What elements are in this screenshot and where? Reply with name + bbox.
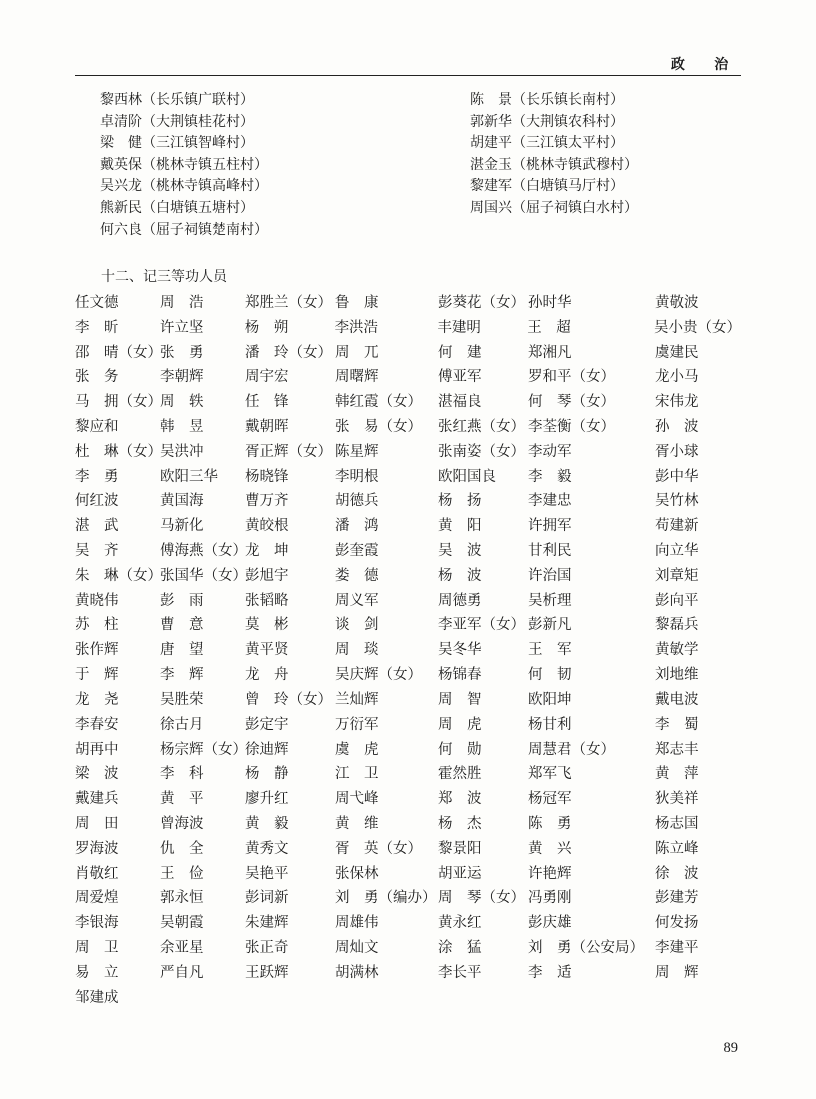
name-cell: 张南姿（女） <box>438 443 525 460</box>
name-cell: 陈立峰 <box>655 840 699 857</box>
name-cell: 涂 猛 <box>438 940 482 957</box>
header-rule <box>75 75 741 76</box>
name-cell: 彭葵花（女） <box>438 294 525 311</box>
name-cell: 鲁 康 <box>335 294 379 311</box>
table-row <box>75 413 741 438</box>
name-cell: 张韬略 <box>245 592 289 609</box>
name-cell: 韩 昱 <box>160 418 204 435</box>
name-cell: 郭永恒 <box>160 890 204 907</box>
name-cell: 黄国海 <box>160 493 204 510</box>
name-cell: 杨锦春 <box>438 667 482 684</box>
name-cell: 曾海波 <box>160 815 204 832</box>
table-row <box>75 339 741 364</box>
name-cell: 杨 静 <box>245 766 289 783</box>
name-cell: 李朝辉 <box>160 369 204 386</box>
village-award-list <box>100 90 741 241</box>
running-head: 政 治 <box>670 58 736 73</box>
name-cell: 苏 柱 <box>75 617 119 634</box>
name-cell: 李明根 <box>335 468 379 485</box>
name-cell: 刘 勇（公安局） <box>528 940 644 957</box>
list-item: 周国兴（屈子祠镇白水村） <box>470 200 638 216</box>
name-cell: 黎磊兵 <box>655 617 699 634</box>
name-cell: 彭词新 <box>245 890 289 907</box>
name-cell: 王 超 <box>527 319 571 336</box>
name-cell: 周宇宏 <box>245 369 289 386</box>
merit-name-grid <box>75 289 741 1009</box>
name-cell: 杨志国 <box>655 815 699 832</box>
name-cell: 傅海燕（女） <box>160 543 247 560</box>
name-cell: 张 务 <box>75 369 119 386</box>
name-cell: 张红燕（女） <box>438 418 525 435</box>
name-cell: 周 琴（女） <box>438 890 525 907</box>
name-cell: 兰灿辉 <box>335 691 379 708</box>
name-cell: 李 昕 <box>75 319 119 336</box>
name-cell: 刘地维 <box>655 667 699 684</box>
name-cell: 彭奎霞 <box>335 543 379 560</box>
table-row <box>75 289 741 314</box>
name-cell: 张 勇 <box>160 344 204 361</box>
name-cell: 韩红霞（女） <box>335 394 422 411</box>
name-cell: 杨宗辉（女） <box>160 741 247 758</box>
name-cell: 余亚星 <box>160 940 204 957</box>
name-cell: 王 俭 <box>160 865 204 882</box>
table-row <box>75 314 741 339</box>
table-row <box>75 810 741 835</box>
name-cell: 吴朝霞 <box>160 915 204 932</box>
name-cell: 黄平贤 <box>245 642 289 659</box>
name-cell: 王跃辉 <box>245 964 289 981</box>
name-cell: 徐古月 <box>160 716 204 733</box>
name-cell: 李洪浩 <box>334 319 379 336</box>
table-row <box>75 363 741 388</box>
name-cell: 湛福良 <box>438 394 482 411</box>
name-cell: 欧阳三华 <box>160 468 218 485</box>
name-cell: 李 辉 <box>160 667 204 684</box>
name-cell: 张作辉 <box>75 642 119 659</box>
name-cell: 刘章矩 <box>655 567 699 584</box>
name-cell: 张保林 <box>335 865 379 882</box>
name-cell: 黄 毅 <box>245 815 289 832</box>
name-cell: 曹万齐 <box>245 493 289 510</box>
name-cell: 胥小球 <box>655 443 699 460</box>
name-cell: 黎应和 <box>75 418 119 435</box>
list-item: 何六良（屈子祠镇楚南村） <box>100 222 268 238</box>
name-cell: 周灿文 <box>335 940 379 957</box>
list-item: 吴兴龙（桃林寺镇高峰村） <box>100 179 268 195</box>
name-cell: 谈 剑 <box>335 617 379 634</box>
name-cell: 李建忠 <box>528 493 572 510</box>
name-cell: 曾 玲（女） <box>245 691 332 708</box>
name-cell: 黄敬波 <box>655 294 699 311</box>
list-item: 陈 景（长乐镇长南村） <box>470 93 624 108</box>
name-cell: 吴 齐 <box>75 543 119 560</box>
list-item: 胡建平（三江镇太平村） <box>470 136 624 152</box>
name-cell: 彭建芳 <box>655 890 699 907</box>
table-row <box>75 885 741 910</box>
name-cell: 杨 波 <box>438 567 482 584</box>
name-cell: 周慧君（女） <box>528 741 615 758</box>
name-cell: 周德勇 <box>438 592 482 609</box>
name-cell: 何 勋 <box>438 741 482 758</box>
name-cell: 李 勇 <box>75 468 119 485</box>
table-row <box>75 661 741 686</box>
name-cell: 龙 尧 <box>75 691 119 708</box>
name-cell: 许拥军 <box>528 518 572 535</box>
name-cell: 万衍军 <box>335 716 379 733</box>
name-cell: 徐 波 <box>655 865 699 882</box>
table-row <box>75 711 741 736</box>
name-cell: 郑湘凡 <box>528 344 572 361</box>
table-row <box>75 686 741 711</box>
name-cell: 李 毅 <box>528 468 572 485</box>
name-cell: 张 易（女） <box>335 418 422 435</box>
name-cell: 于 辉 <box>75 667 119 684</box>
name-cell: 曹 意 <box>160 617 204 634</box>
name-cell: 杨 杰 <box>438 815 482 832</box>
table-row <box>75 463 741 488</box>
name-cell: 何 琴（女） <box>528 394 615 411</box>
list-item: 黎西林（长乐镇广联村） <box>100 93 254 108</box>
name-cell: 丰建明 <box>437 319 481 336</box>
name-cell: 李银海 <box>75 915 119 932</box>
name-cell: 吴艳平 <box>245 865 289 882</box>
name-cell: 李 蜀 <box>655 716 699 733</box>
name-cell: 狄美祥 <box>655 791 699 808</box>
name-cell: 彭中华 <box>655 468 699 485</box>
name-cell: 马 拥（女） <box>75 394 162 411</box>
name-cell: 吴析理 <box>528 592 572 609</box>
name-cell: 戴电波 <box>655 691 699 708</box>
name-cell: 黄 兴 <box>528 840 572 857</box>
name-cell: 江 卫 <box>335 766 379 783</box>
table-row <box>75 562 741 587</box>
name-cell: 吴小贵（女） <box>654 319 742 336</box>
name-cell: 甘利民 <box>528 543 572 560</box>
name-cell: 何红波 <box>75 493 119 510</box>
name-cell: 彭新凡 <box>528 617 572 634</box>
page-number: 89 <box>723 1040 738 1056</box>
name-cell: 霍然胜 <box>438 766 482 783</box>
name-cell: 娄 德 <box>335 567 379 584</box>
name-cell: 周雄伟 <box>335 915 379 932</box>
name-cell: 李荃衡（女） <box>528 418 615 435</box>
name-cell: 周 虎 <box>438 716 482 733</box>
list-item: 戴英保（桃林寺镇五柱村） <box>100 157 268 173</box>
list-item: 梁 健（三江镇智峰村） <box>100 136 254 152</box>
name-cell: 朱 琳（女） <box>75 567 162 584</box>
name-cell: 张国华（女） <box>160 567 247 584</box>
name-cell: 潘 鸿 <box>335 518 379 535</box>
name-cell: 吴胜荣 <box>160 691 204 708</box>
name-cell: 胡德兵 <box>335 493 379 510</box>
name-cell: 易 立 <box>75 964 119 981</box>
name-cell: 潘 玲（女） <box>245 344 332 361</box>
name-cell: 彭庆雄 <box>528 915 572 932</box>
name-cell: 刘 勇（编办） <box>335 890 437 907</box>
table-row <box>75 860 741 885</box>
name-cell: 黄 萍 <box>655 766 699 783</box>
list-item: 熊新民（白塘镇五塘村） <box>100 200 254 216</box>
name-cell: 何发扬 <box>655 915 699 932</box>
village-award-left-column <box>100 90 470 241</box>
name-cell: 冯勇刚 <box>528 890 572 907</box>
name-cell: 李建平 <box>655 940 699 957</box>
name-cell: 李动军 <box>528 443 572 460</box>
name-cell: 周 辉 <box>655 964 699 981</box>
name-cell: 杨 朔 <box>244 319 289 336</box>
name-cell: 廖升红 <box>245 791 289 808</box>
table-row <box>75 909 741 934</box>
name-cell: 龙小马 <box>655 369 699 386</box>
name-cell: 周义军 <box>335 592 379 609</box>
name-cell: 李 科 <box>160 766 204 783</box>
name-cell: 马新化 <box>160 518 204 535</box>
name-cell: 李亚军（女） <box>438 617 525 634</box>
list-item: 湛金玉（桃林寺镇武穆村） <box>470 157 638 173</box>
name-cell: 何 建 <box>438 344 482 361</box>
name-cell: 黄敏学 <box>655 642 699 659</box>
name-cell: 许艳辉 <box>528 865 572 882</box>
name-cell: 欧阳坤 <box>528 691 572 708</box>
name-cell: 王 军 <box>528 642 572 659</box>
name-cell: 周弋峰 <box>335 791 379 808</box>
name-cell: 孙时华 <box>528 294 572 311</box>
name-cell: 吴庆辉（女） <box>335 667 422 684</box>
name-cell: 黄秀文 <box>245 840 289 857</box>
name-cell: 彭定宇 <box>245 716 289 733</box>
name-cell: 陈 勇 <box>528 815 572 832</box>
name-cell: 向立华 <box>655 543 699 560</box>
name-cell: 吴冬华 <box>438 642 482 659</box>
name-cell: 周 琰 <box>335 642 379 659</box>
table-row <box>75 488 741 513</box>
name-cell: 杨冠军 <box>528 791 572 808</box>
name-cell: 胥正辉（女） <box>245 443 332 460</box>
name-cell: 张正奇 <box>245 940 289 957</box>
name-cell: 许立坚 <box>159 319 204 336</box>
table-row <box>75 835 741 860</box>
list-item: 郭新华（大荆镇农科村） <box>470 114 624 130</box>
name-cell: 黄 阳 <box>438 518 482 535</box>
table-row <box>75 587 741 612</box>
name-cell: 周 卫 <box>75 940 119 957</box>
name-cell: 周 田 <box>75 815 119 832</box>
name-cell: 郑 波 <box>438 791 482 808</box>
name-cell: 吴竹林 <box>655 493 699 510</box>
name-cell: 周 智 <box>438 691 482 708</box>
name-cell: 黎景阳 <box>438 840 482 857</box>
name-cell: 黄永红 <box>438 915 482 932</box>
name-cell: 黄晓伟 <box>75 592 119 609</box>
name-cell: 朱建辉 <box>245 915 289 932</box>
table-row <box>75 612 741 637</box>
name-cell: 彭 雨 <box>160 592 204 609</box>
name-cell: 吴洪冲 <box>160 443 204 460</box>
table-row <box>75 959 741 984</box>
name-cell: 何 韧 <box>528 667 572 684</box>
name-cell: 李春安 <box>75 716 119 733</box>
name-cell: 黄 维 <box>335 815 379 832</box>
name-cell: 郑志丰 <box>655 741 699 758</box>
name-cell: 陈星辉 <box>335 443 379 460</box>
name-cell: 苟建新 <box>655 518 699 535</box>
name-cell: 许治国 <box>528 567 572 584</box>
table-row <box>75 736 741 761</box>
name-cell: 罗和平（女） <box>528 369 615 386</box>
name-cell: 任文德 <box>75 294 119 311</box>
table-row <box>75 934 741 959</box>
name-cell: 周 兀 <box>335 344 379 361</box>
table-row <box>75 512 741 537</box>
name-cell: 彭向平 <box>655 592 699 609</box>
name-cell: 肖敬红 <box>75 865 119 882</box>
name-cell: 龙 坤 <box>245 543 289 560</box>
name-cell: 欧阳国良 <box>438 468 496 485</box>
name-cell: 胡满林 <box>335 964 379 981</box>
name-cell: 虞 虎 <box>335 741 379 758</box>
name-cell: 杨甘利 <box>528 716 572 733</box>
name-cell: 胡再中 <box>75 741 119 758</box>
list-item: 卓清阶（大荆镇桂花村） <box>100 114 254 130</box>
name-cell: 任 锋 <box>245 394 289 411</box>
name-cell: 仇 全 <box>160 840 204 857</box>
name-cell: 傅亚军 <box>438 369 482 386</box>
name-cell: 胡亚运 <box>438 865 482 882</box>
name-cell: 彭旭宇 <box>245 567 289 584</box>
name-cell: 李 适 <box>528 964 572 981</box>
table-row <box>75 537 741 562</box>
name-cell: 孙 波 <box>655 418 699 435</box>
name-cell: 唐 望 <box>160 642 204 659</box>
table-row <box>75 984 741 1009</box>
list-item: 黎建军（白塘镇马厅村） <box>470 179 624 195</box>
name-cell: 龙 舟 <box>245 667 289 684</box>
name-cell: 周 轶 <box>160 394 204 411</box>
table-row <box>75 636 741 661</box>
name-cell: 郑军飞 <box>528 766 572 783</box>
name-cell: 邵 晴（女） <box>75 344 162 361</box>
table-row <box>75 785 741 810</box>
name-cell: 湛 武 <box>75 518 119 535</box>
name-cell: 胥 英（女） <box>335 840 422 857</box>
name-cell: 杜 琳（女） <box>75 443 162 460</box>
section-heading: 十二、记三等功人员 <box>101 270 227 285</box>
name-cell: 吴 波 <box>438 543 482 560</box>
name-cell: 郑胜兰（女） <box>245 294 332 311</box>
name-cell: 严自凡 <box>160 964 204 981</box>
name-cell: 虞建民 <box>655 344 699 361</box>
name-cell: 李长平 <box>438 964 482 981</box>
table-row <box>75 388 741 413</box>
table-row <box>75 438 741 463</box>
table-row <box>75 760 741 785</box>
name-cell: 戴建兵 <box>75 791 119 808</box>
village-award-right-column <box>470 90 741 241</box>
name-cell: 周 浩 <box>160 294 204 311</box>
name-cell: 梁 波 <box>75 766 119 783</box>
name-cell: 戴朝晖 <box>245 418 289 435</box>
name-cell: 邹建成 <box>75 989 119 1006</box>
name-cell: 徐迪辉 <box>245 741 289 758</box>
name-cell: 杨 扬 <box>438 493 482 510</box>
name-cell: 杨晓锋 <box>245 468 289 485</box>
name-cell: 黄 平 <box>160 791 204 808</box>
name-cell: 宋伟龙 <box>655 394 699 411</box>
name-cell: 周曙辉 <box>335 369 379 386</box>
name-cell: 莫 彬 <box>245 617 289 634</box>
name-cell: 罗海波 <box>75 840 119 857</box>
name-cell: 周爱煌 <box>75 890 119 907</box>
name-cell: 黄皎根 <box>245 518 289 535</box>
